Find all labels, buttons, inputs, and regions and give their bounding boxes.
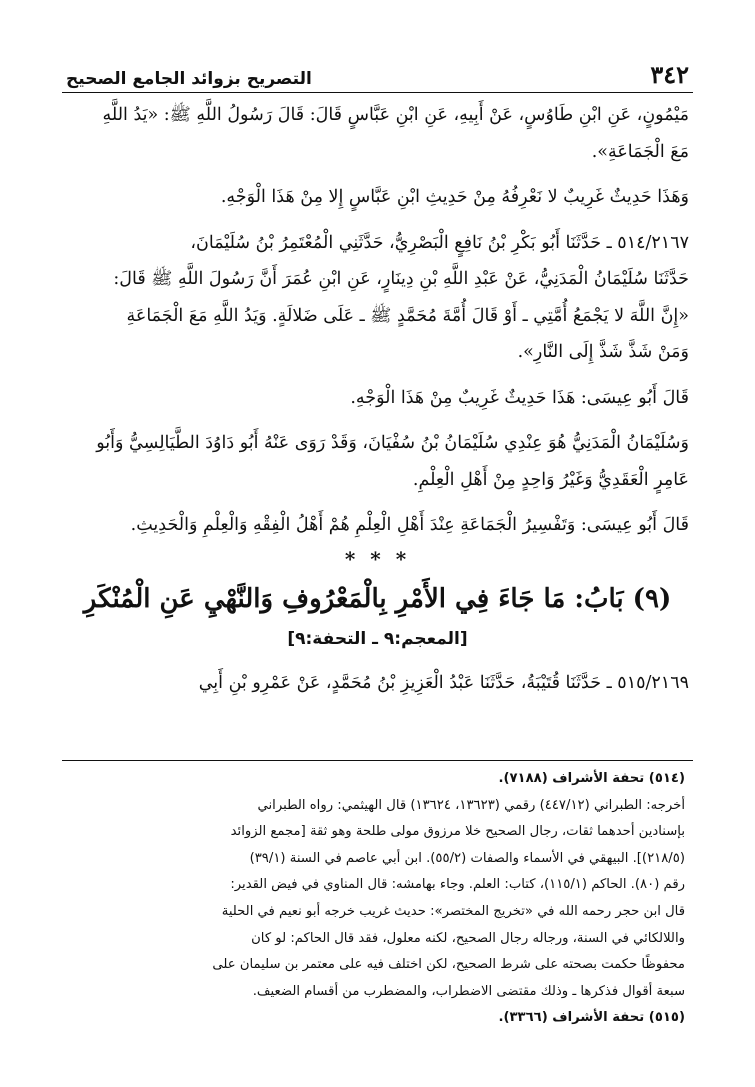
text-line: «إِنَّ اللَّهَ لا يَجْمَعُ أُمَّتِي ـ أَوْ قَالَ أُمَّةَ مُحَمَّدٍ ﷺ ـ عَلَى ضَلالَةٍ. وَيَدُ اللَّهِ مَعَ الْجَمَاعَةِ bbox=[126, 305, 689, 326]
footnote-line: قال ابن حجر رحمه الله في «تخريج المختصر»: حديث غريب خرجه أبو نعيم في الحلية bbox=[221, 903, 685, 919]
footnotes bbox=[70, 766, 685, 1032]
footnote-line: (٢١٨/٥)]. البيهقي في الأسماء والصفات (٥٥/٢). ابن أبي عاصم في السنة (٣٩/١) bbox=[249, 850, 685, 866]
footnote-line: سبعة أقوال فذكرها ـ وذلك مقتضى الاضطراب، والمضطرب من أقسام الضعيف. bbox=[252, 983, 685, 999]
chapter-title: (٩) بَابُ: مَا جَاءَ فِي الأَمْرِ بِالْمَعْرُوفِ وَالنَّهْيِ عَنِ الْمُنْكَرِ bbox=[83, 583, 672, 614]
hadith-514-line: ٥١٤/٢١٦٧ ـ حَدَّثَنَا أَبُو بَكْرِ بْنُ نَافِعٍ الْبَصْرِيُّ، حَدَّثَنِي الْمُعْتَمِرُ بْنُ سُلَيْمَانَ، bbox=[190, 232, 689, 253]
text-line: وَمَنْ شَذَّ شَذَّ إِلَى النَّارِ». bbox=[517, 342, 689, 362]
footnote-ref-515: (٥١٥) تحفة الأشراف (٣٣٦٦). bbox=[498, 1010, 685, 1026]
footnote-ref-514: (٥١٤) تحفة الأشراف (٧١٨٨). bbox=[498, 771, 685, 786]
text-line: قَالَ أَبُو عِيسَى: هَذَا حَدِيثٌ غَرِيبٌ مِنْ هَذَا الْوَجْهِ. bbox=[350, 387, 689, 408]
footnote-line: بإسنادين أحدهما ثقات، رجال الصحيح خلا مرزوق مولى طلحة وهو ثقة [مجمع الزوائد bbox=[230, 824, 685, 840]
text-line: وَهَذَا حَدِيثٌ غَرِيبٌ لا نَعْرِفُهُ مِنْ حَدِيثِ ابْنِ عَبَّاسٍ إِلا مِنْ هَذَا الْوَجْهِ. bbox=[220, 187, 689, 207]
text-line: مَعَ الْجَمَاعَةِ». bbox=[591, 141, 689, 162]
section-separator: * * * bbox=[344, 546, 411, 571]
text-line: وَسُلَيْمَانُ الْمَدَنِيُّ هُوَ عِنْدِي سُلَيْمَانُ بْنُ سُفْيَانَ، وَقَدْ رَوَى عَنْهُ أَبُو دَاوُدَ الطَّيَالِسِيُّ وَأَبُو bbox=[96, 433, 689, 453]
footnote-rule bbox=[62, 760, 693, 761]
text-line: مَيْمُونٍ، عَنِ ابْنِ طَاوُسٍ، عَنْ أَبِيهِ، عَنِ ابْنِ عَبَّاسٍ قَالَ: قَالَ رَسُولُ اللَّهِ ﷺ: «يَدُ اللَّهِ bbox=[102, 105, 689, 125]
hadith-515-line: ٥١٥/٢١٦٩ ـ حَدَّثَنَا قُتَيْبَةُ، حَدَّثَنَا عَبْدُ الْعَزِيزِ بْنُ مُحَمَّدٍ، عَنْ عَمْرِو بْنِ أَبِي bbox=[198, 672, 689, 693]
running-title: التصريح بزوائد الجامع الصحيح bbox=[66, 69, 312, 89]
footnote-line: واللالكائي في السنة، ورجاله رجال الصحيح، لكنه معلول، فقد قال الحاكم: لو كان bbox=[251, 930, 685, 946]
text-line: قَالَ أَبُو عِيسَى: وَتَفْسِيرُ الْجَمَاعَةِ عِنْدَ أَهْلِ الْعِلْمِ هُمْ أَهْلُ الْفِقْهِ وَالْعِلْمِ وَالْحَدِيثِ. bbox=[130, 515, 689, 535]
footnote-line: محفوظًا حكمت بصحته على شرط الصحيح، لكن اختلف فيه على معتمر بن سليمان على bbox=[212, 957, 685, 973]
text-line: عَامِرٍ الْعَقَدِيُّ وَغَيْرُ وَاحِدٍ مِنْ أَهْلِ الْعِلْمِ. bbox=[412, 469, 689, 490]
main-text bbox=[66, 97, 689, 701]
footnote-line: رقم (٨٠). الحاكم (١١٥/١)، كتاب: العلم. وجاء بهامشه: قال المناوي في فيض القدير: bbox=[230, 877, 685, 893]
text-line: حَدَّثَنَا سُلَيْمَانُ الْمَدَنِيُّ، عَنْ عَبْدِ اللَّهِ بْنِ دِينَارٍ، عَنِ ابْنِ عُمَرَ أَنَّ رَسُولَ اللَّهِ ﷺ قَالَ: bbox=[113, 269, 689, 289]
header-rule bbox=[62, 92, 693, 93]
footnote-line: أخرجه: الطبراني (٤٤٧/١٢) رقمي (١٣٦٢٣، ١٣٦٢٤) قال الهيثمي: رواه الطبراني bbox=[257, 797, 685, 813]
chapter-index: [المعجم:٩ ـ التحفة:٩] bbox=[287, 628, 468, 649]
page-number: ٣٤٢ bbox=[650, 60, 689, 89]
page-header bbox=[66, 55, 689, 89]
